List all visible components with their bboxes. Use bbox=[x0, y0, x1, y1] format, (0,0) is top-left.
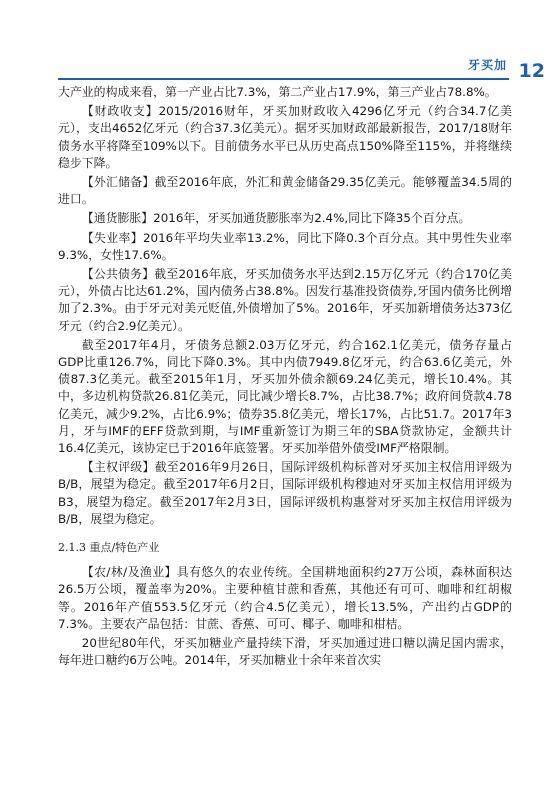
page-number: 12 bbox=[518, 60, 545, 82]
body-text bbox=[58, 84, 512, 672]
paragraph-agriculture: 【农/林/及渔业】具有悠久的农业传统。全国耕地面积约27万公顷，森林面积达26.5万公顷，覆盖率为20%。主要种植甘蔗和香蕉，其他还有可可、咖啡和红胡椒等。2016年产值553.5亿牙元（约合4.5亿美元），增长13.5%，产出约占GDP的7.3%。主要农产品包括：甘蔗、香蕉、可可、椰子、咖啡和柑桔。 bbox=[58, 565, 512, 631]
page-header bbox=[0, 0, 559, 90]
paragraph-unemployment: 【失业率】2016年平均失业率13.2%，同比下降0.3个百分点。其中男性失业率9.3%，女性17.6%。 bbox=[58, 230, 512, 262]
header-rule bbox=[58, 78, 509, 80]
paragraph-public-debt: 【公共债务】截至2016年底，牙买加债务水平达到2.15万亿牙元（约合170亿美元），外债占比达61.2%，国内债务占38.8%。因发行基准投资债券,牙国内债务比例增加了2.3%。由于牙元对美元贬值,外债增加了5%。2016年，牙买加新增债务达373亿牙元（约合2.9亿美元）。 bbox=[58, 267, 512, 333]
paragraph-inflation: 【通货膨胀】2016年，牙买加通货膨胀率为2.4%,同比下降35个百分点。 bbox=[81, 211, 471, 226]
paragraph-fiscal: 【财政收支】2015/2016财年，牙买加财政收入4296亿牙元（约合34.7亿美元），支出4652亿牙元（约合37.3亿美元）。据牙买加财政部最新报告，2017/18财年债务水平将降至109%以下。目前债务水平已从历史高点150%降至115%，并将继续稳步下降。 bbox=[58, 104, 512, 170]
paragraph-sovereign-rating: 【主权评级】截至2016年9月26日，国际评级机构标普对牙买加主权信用评级为B/B，展望为稳定。截至2017年6月2日，国际评级机构穆迪对牙买加主权信用评级为B3，展望为稳定。截至2017年2月3日，国际评级机构惠誉对牙买加主权信用评级为B/B，展望为稳定。 bbox=[58, 460, 512, 526]
running-title: 牙买加 bbox=[467, 58, 507, 72]
section-heading: 2.1.3 重点/特色产业 bbox=[58, 541, 160, 555]
paragraph-sugar: 20世纪80年代，牙买加糖业产量持续下滑，牙买加通过进口糖以满足国内需求，每年进口糖约6万公吨。2014年，牙买加糖业十余年来首次实 bbox=[58, 636, 512, 668]
paragraph-continuation: 大产业的构成来看，第一产业占比7.3%，第二产业占17.9%，第三产业占78.8%。 bbox=[58, 85, 497, 99]
paragraph-forex-reserves: 【外汇储备】截至2016年底，外汇和黄金储备29.35亿美元。能够覆盖34.5周的进口。 bbox=[58, 175, 512, 207]
paragraph-debt-detail: 截至2017年4月，牙债务总额2.03万亿牙元，约合162.1亿美元，债务存量占GDP比重126.7%，同比下降0.3%。其中内债7949.8亿牙元，约合63.6亿美元，外债87.3亿美元。截至2015年1月，牙买加外债余额69.24亿美元，增长10.4%。其中，多边机构贷款26.81亿美元，同比减少增长8.7%，占比38.7%；政府间贷款4.78亿美元，减少9.2%，占比6.9%；债券35.8亿美元，增长17%，占比51.7。2017年3月，牙与IMF的EFF贷款到期，与IMF重新签订为期三年的SBA贷款协定，金额共计16.4亿美元，该协定已于2016年底签署。牙买加举借外债受IMF严格限制。 bbox=[58, 337, 512, 456]
